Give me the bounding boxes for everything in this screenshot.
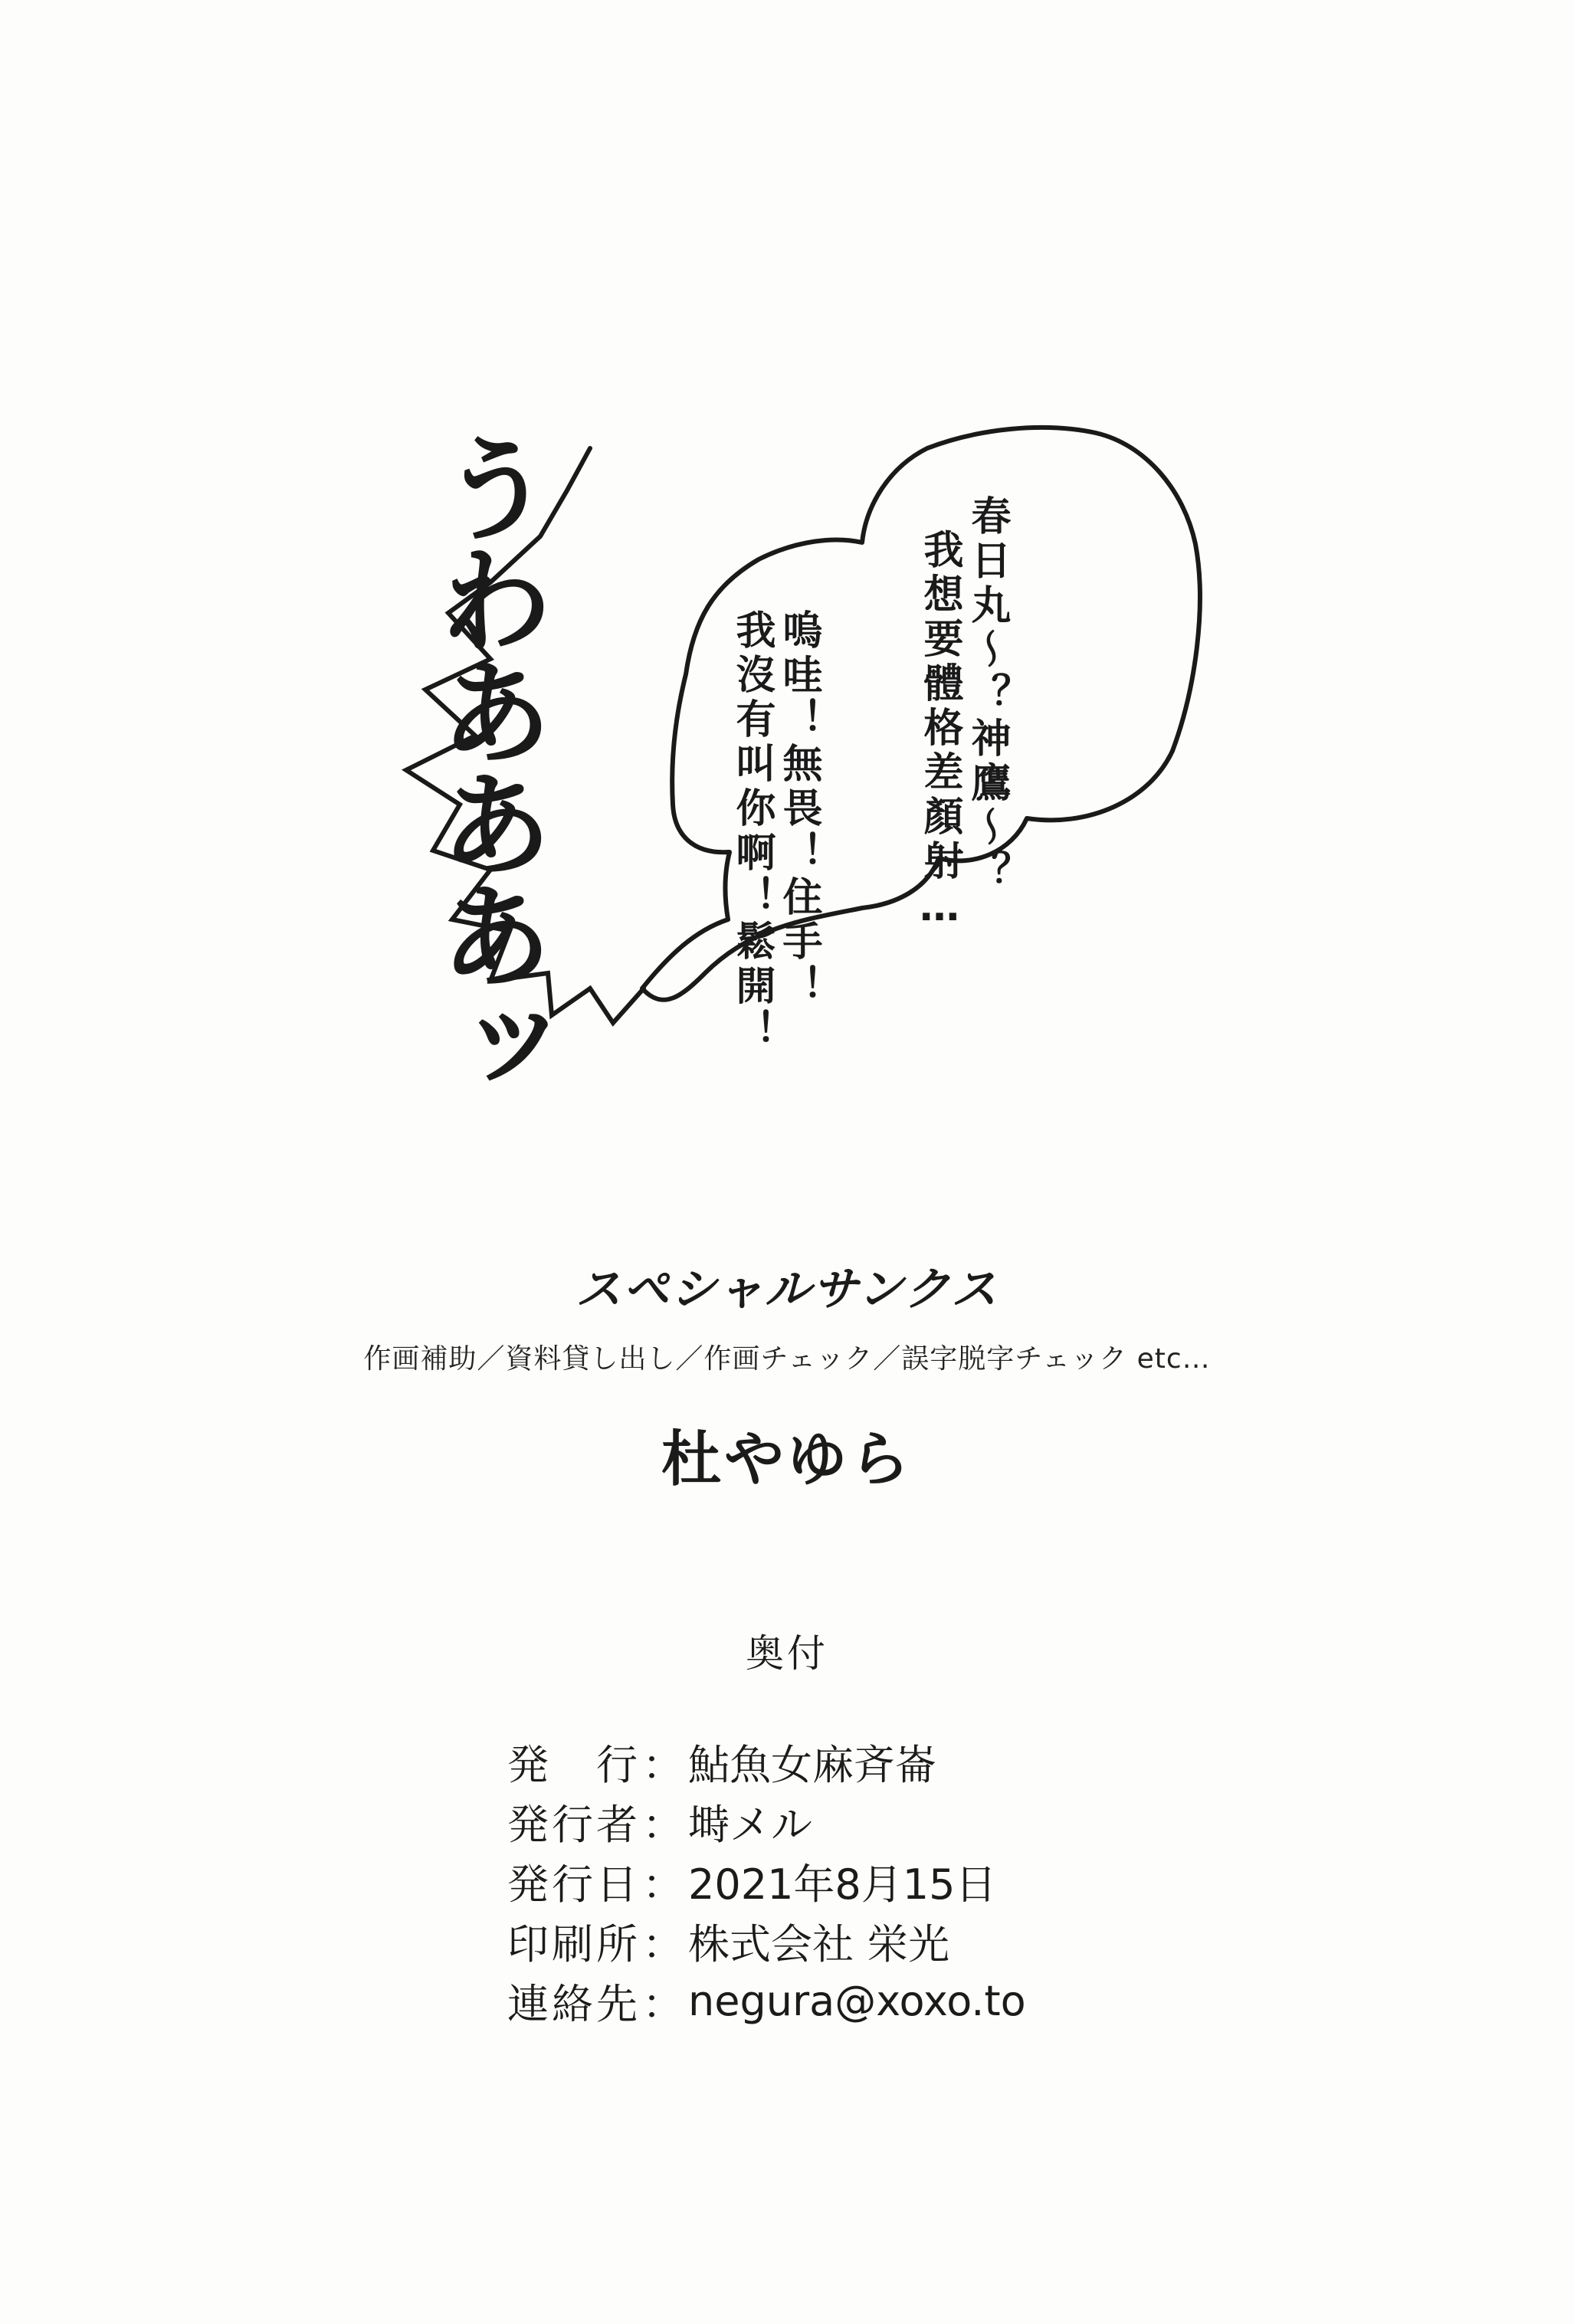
colophon-value: 2021年8月15日 — [688, 1860, 997, 1909]
colophon-separator: ： — [642, 1919, 684, 1968]
colophon-value: 株式会社 栄光 — [688, 1919, 950, 1968]
colophon-key: 発 行 — [507, 1740, 638, 1789]
colophon-separator: ： — [642, 1800, 684, 1849]
colophon-key: 発行日 — [507, 1860, 638, 1909]
colophon-separator: ： — [642, 1860, 684, 1909]
colophon-row-printer — [507, 1911, 1026, 1971]
colophon-separator: ： — [642, 1979, 684, 2028]
colophon-key: 発行者 — [507, 1800, 638, 1849]
special-thanks-roles: 作画補助／資料貸し出し／作画チェック／誤字脱字チェック etc… — [363, 1343, 1211, 1375]
bubble-left-line-1: 嗚哇！無畏！住手！ — [776, 609, 821, 1009]
bubble-left-line-2: 我沒有叫你啊！鬆開！ — [729, 609, 775, 1054]
colophon-separator: ： — [642, 1740, 684, 1789]
comic-illustration — [0, 0, 1574, 1111]
colophon-key: 印刷所 — [507, 1919, 638, 1968]
colophon-table — [507, 1732, 1026, 2031]
shout-text: うわあああッ — [419, 429, 554, 1100]
colophon-value: 鮎魚女麻斉崙 — [688, 1740, 936, 1789]
colophon-key: 連絡先 — [507, 1979, 638, 2028]
special-thanks-name: 杜やゆら — [661, 1425, 913, 1494]
colophon-row-contact — [507, 1971, 1026, 2031]
colophon-value: 塒メル — [688, 1800, 812, 1849]
colophon-row-publisher — [507, 1732, 1026, 1791]
colophon-title: 奥付 — [746, 1631, 828, 1676]
contact-email: negura@xoxo.to — [688, 1976, 1026, 2025]
colophon-row-issuer — [507, 1791, 1026, 1851]
colophon-row-date — [507, 1851, 1026, 1911]
bubble-right-line-2: 我想要體格差顏射… — [917, 529, 962, 935]
special-thanks-title: スペシャルサンクス — [575, 1263, 999, 1316]
bubble-right-line-1: 春日丸～？神鷹～？ — [964, 495, 1010, 895]
